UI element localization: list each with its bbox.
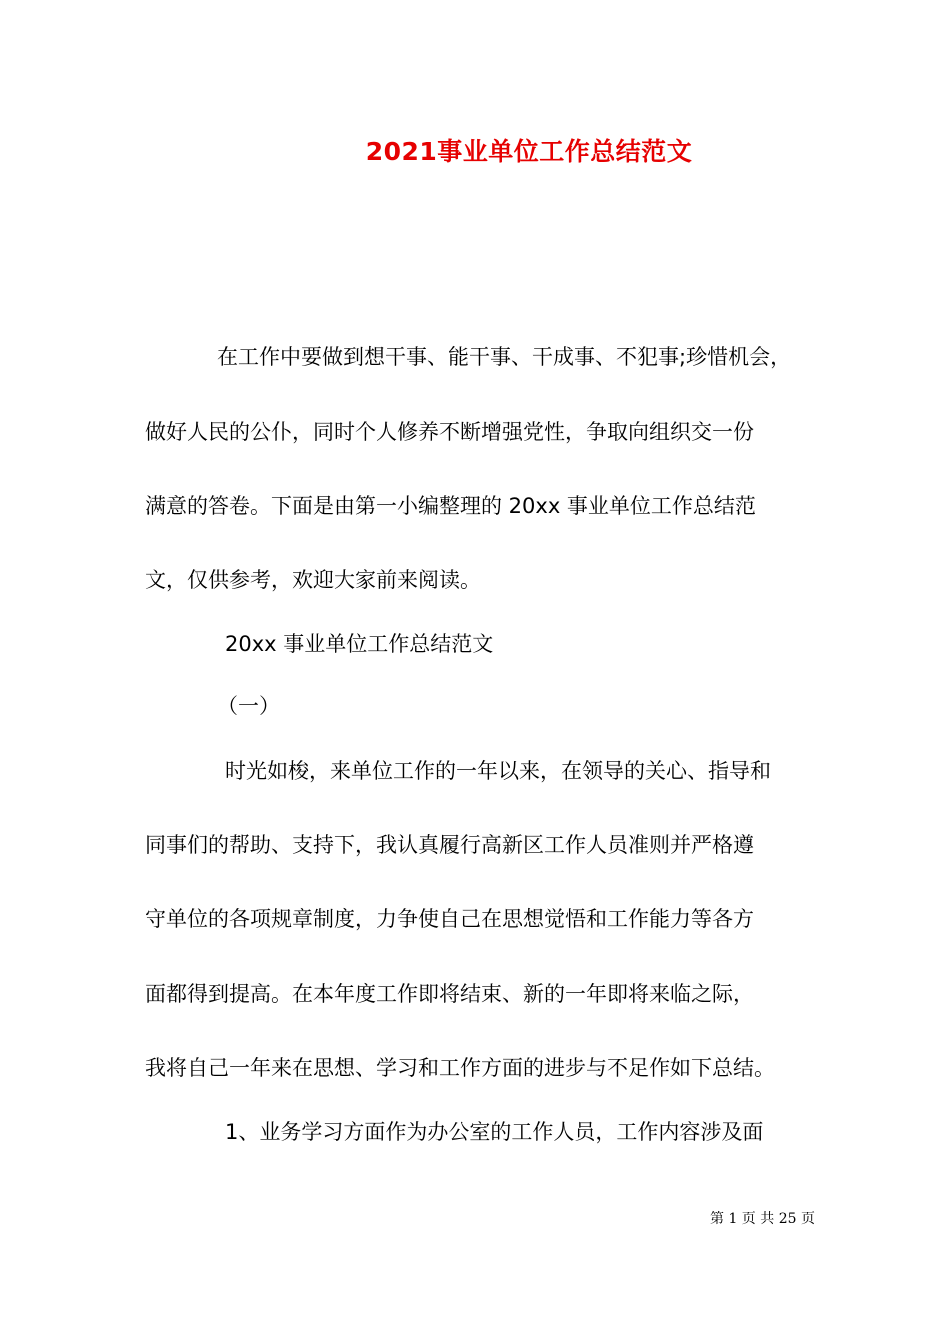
intro-line-1: 在工作中要做到想干事、能干事、干成事、不犯事;珍惜机会， bbox=[217, 345, 792, 369]
document-title: 2021事业单位工作总结范文 bbox=[365, 137, 693, 166]
section-marker: （一） bbox=[217, 694, 280, 718]
intro-line-4: 文，仅供参考，欢迎大家前来阅读。 bbox=[145, 568, 481, 592]
body-line-3: 守单位的各项规章制度，力争使自己在思想觉悟和工作能力等各方 bbox=[145, 907, 754, 931]
page-footer: 第 1 页 共 25 页 bbox=[710, 1211, 815, 1227]
section-subtitle: 20xx 事业单位工作总结范文 bbox=[225, 632, 494, 656]
body-line-2: 同事们的帮助、支持下，我认真履行高新区工作人员准则并严格遵 bbox=[145, 833, 754, 857]
item-line-1: 1、业务学习方面作为办公室的工作人员，工作内容涉及面 bbox=[225, 1120, 764, 1144]
body-line-4: 面都得到提高。在本年度工作即将结束、新的一年即将来临之际， bbox=[145, 982, 754, 1006]
intro-line-2: 做好人民的公仆，同时个人修养不断增强党性，争取向组织交一份 bbox=[145, 420, 754, 444]
intro-line-3: 满意的答卷。下面是由第一小编整理的 20xx 事业单位工作总结范 bbox=[145, 494, 756, 518]
body-line-5: 我将自己一年来在思想、学习和工作方面的进步与不足作如下总结。 bbox=[145, 1056, 775, 1080]
body-line-1: 时光如梭，来单位工作的一年以来，在领导的关心、指导和 bbox=[225, 759, 771, 783]
